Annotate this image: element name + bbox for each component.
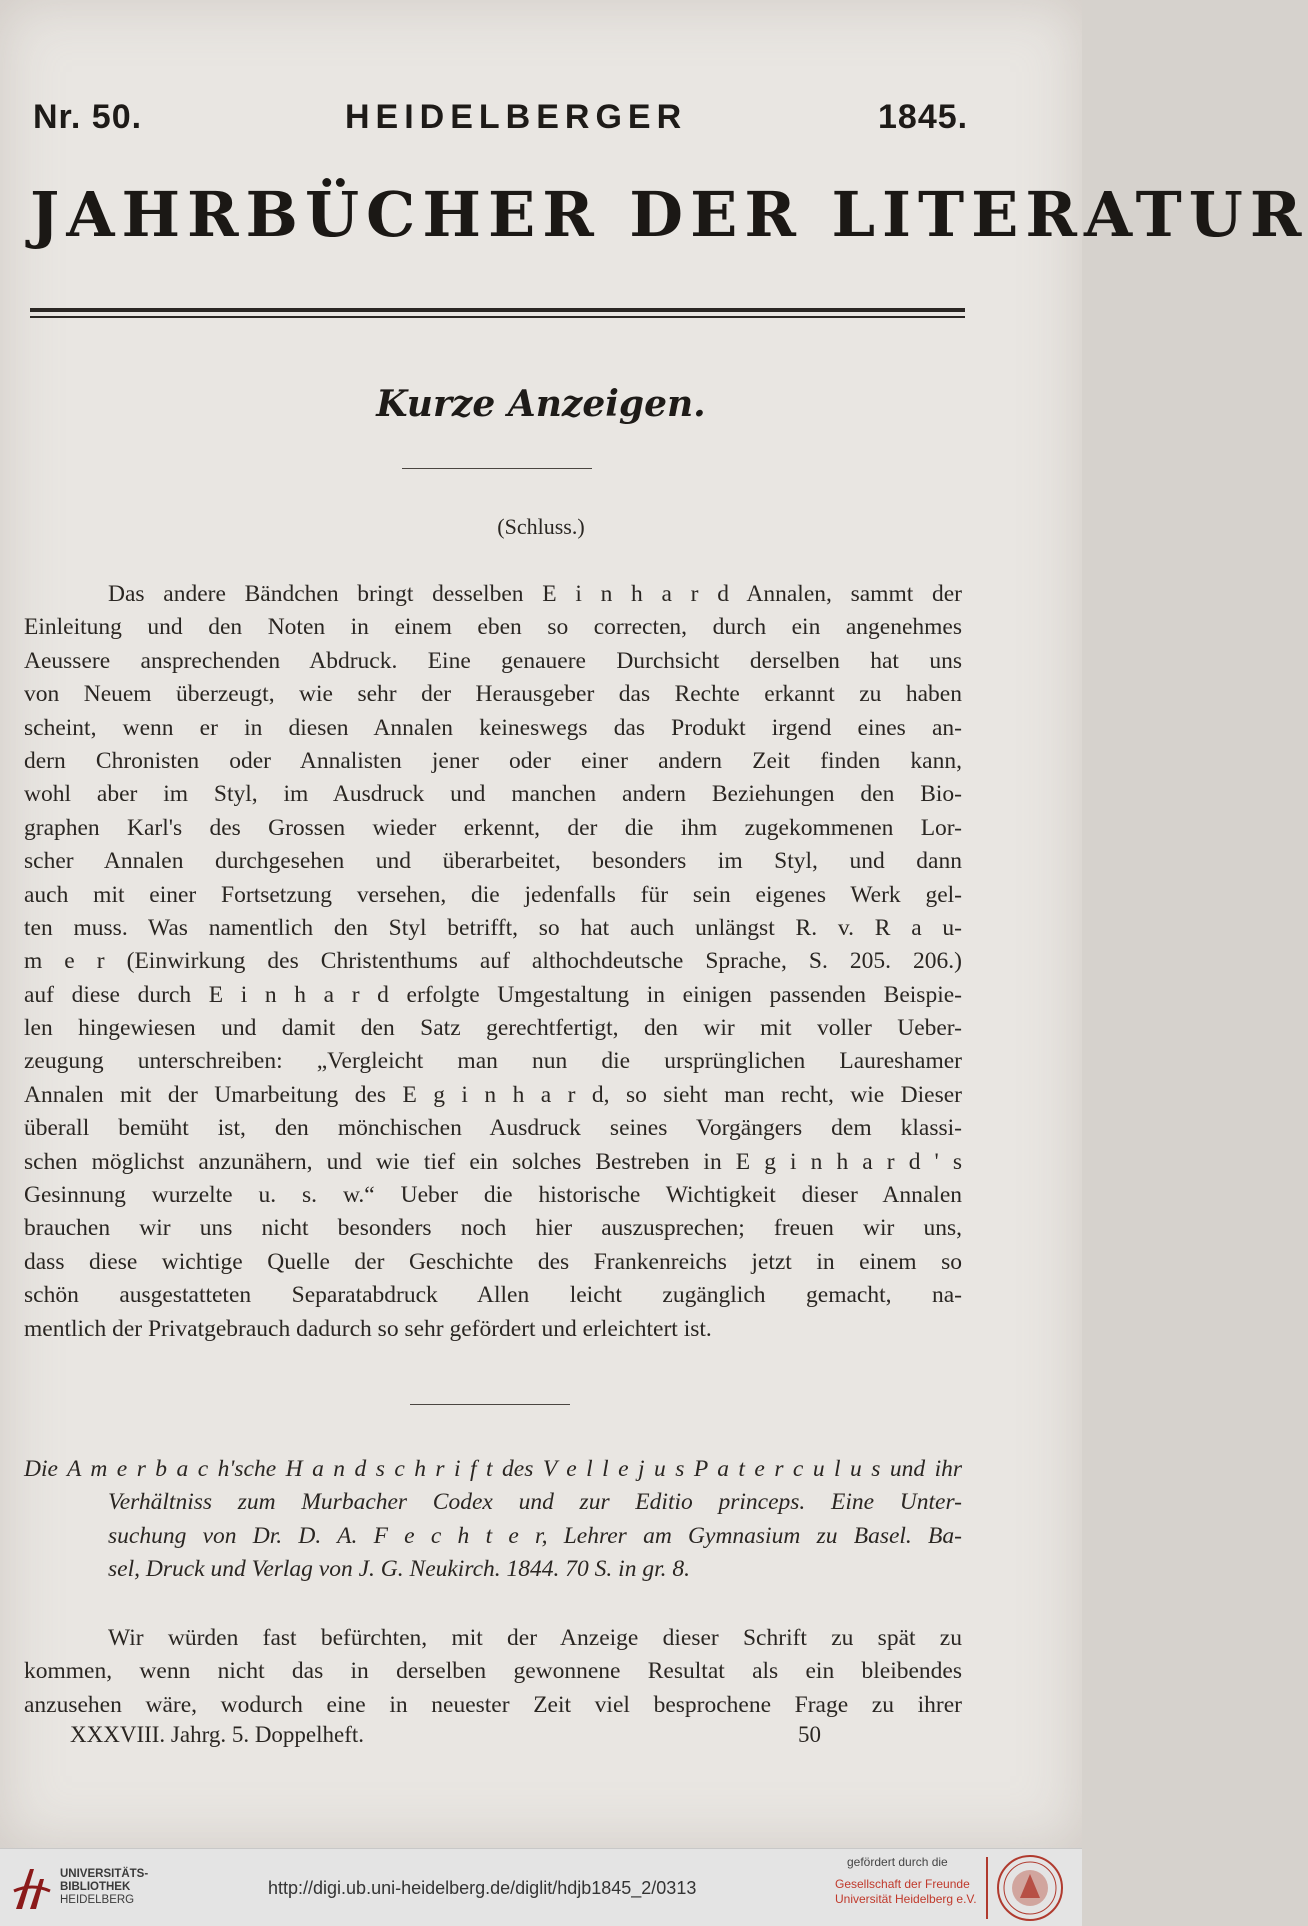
library-name-line: BIBLIOTHEK — [60, 1881, 131, 1893]
text-line: m e r (Einwirkung des Christenthums auf althochdeutsche Sprache, S. 205. 206.) — [24, 948, 962, 975]
text-line: graphen Karl's des Grossen wieder erkennt, der die ihm zugekommenen Lor- — [24, 814, 962, 841]
text-line: schen möglichst anzunähern, und wie tief ein solches Bestreben in E g i n h a r d ' s — [24, 1148, 962, 1175]
text-line: kommen, wenn nicht das in derselben gewonnene Resultat als ein bleibendes — [24, 1658, 962, 1685]
section-title: Kurze Anzeigen. — [376, 383, 706, 425]
text-line: schön ausgestatteten Separatabdruck Allen leicht zugänglich gemacht, na- — [24, 1282, 962, 1309]
viewer-footer-bar — [0, 1848, 1082, 1926]
library-name-line: UNIVERSITÄTS- — [60, 1868, 149, 1880]
text-line: überall bemüht ist, den mönchischen Ausdruck seines Vorgängers dem klassi- — [24, 1115, 962, 1142]
text-line: len hingewiesen und damit den Satz gerechtfertigt, den wir mit voller Ueber- — [24, 1015, 962, 1042]
text-line: Annalen mit der Umarbeitung des E g i n h a r d, so sieht man recht, wie Dieser — [24, 1081, 962, 1108]
text-line: auf diese durch E i n h a r d erfolgte Umgestaltung in einigen passenden Beispie- — [24, 981, 962, 1008]
section-divider — [402, 468, 592, 469]
text-line: Wir würden fast befürchten, mit der Anzeige dieser Schrift zu spät zu — [108, 1625, 962, 1651]
text-line: wohl aber im Styl, im Ausdruck und manchen andern Beziehungen den Bio- — [24, 781, 962, 808]
text-line: scher Annalen durchgesehen und überarbeitet, besonders im Styl, und dann — [24, 848, 962, 875]
text-line: Die A m e r b a c h'sche H a n d s c h r i f t des V e l l e j u s P a t e r c u l u s und ihr — [24, 1456, 962, 1482]
sheet-number: 50 — [798, 1722, 821, 1747]
issue-year: 1845. — [878, 98, 969, 136]
text-line: dern Chronisten oder Annalisten jener oder einer andern Zeit finden kann, — [24, 747, 962, 774]
text-line: suchung von Dr. D. A. F e c h t e r, Lehrer am Gymnasium zu Basel. Ba- — [108, 1522, 962, 1549]
permalink-url[interactable]: http://digi.ub.uni-heidelberg.de/diglit/hdjb1845_2/0313 — [268, 1878, 697, 1898]
text-line: brauchen wir uns nicht besonders noch hier auszusprechen; freuen wir uns, — [24, 1215, 962, 1242]
text-line: auch mit einer Fortsetzung versehen, die jedenfalls für sein eigenes Werk gel- — [24, 881, 962, 908]
text-line: Einleitung und den Noten in einem eben so correcten, durch ein angenehmes — [24, 614, 962, 641]
sponsor-link[interactable] — [835, 1877, 977, 1907]
university-seal-icon[interactable] — [996, 1854, 1064, 1922]
review-paragraph-2 — [24, 1622, 962, 1722]
text-line: Gesinnung wurzelte u. s. w.“ Ueber die historische Wichtigkeit dieser Annalen — [24, 1182, 962, 1209]
text-line: ten muss. Was namentlich den Styl betrifft, so hat auch unlängst R. v. R a u- — [24, 914, 962, 941]
text-line: zeugung unterschreiben: „Vergleicht man nun die ursprünglichen Laureshamer — [24, 1048, 962, 1075]
journal-masthead: JAHRBÜCHER DER LITERATUR — [30, 178, 1308, 251]
sheet-signature: XXXVIII. Jahrg. 5. Doppelheft. — [70, 1722, 365, 1747]
text-line: mentlich der Privatgebrauch dadurch so sehr gefördert und erleichtert ist. — [24, 1315, 712, 1342]
library-name-line: HEIDELBERG — [60, 1894, 135, 1906]
continuation-note: (Schluss.) — [497, 514, 585, 539]
text-line: von Neuem überzeugt, wie sehr der Herausgeber das Rechte erkannt zu haben — [24, 681, 962, 708]
university-library-logo-icon[interactable] — [12, 1865, 52, 1911]
masthead-rule-thick — [30, 308, 965, 312]
sponsor-name-line: Universität Heidelberg e.V. — [835, 1892, 977, 1906]
text-line: dass diese wichtige Quelle der Geschichte des Frankenreichs jetzt in einem so — [24, 1248, 962, 1275]
text-line: Das andere Bändchen bringt desselben E i n h a r d Annalen, sammt der — [108, 581, 962, 607]
issue-number: Nr. 50. — [33, 98, 143, 136]
review-divider — [410, 1404, 570, 1405]
text-line: Aeussere ansprechenden Abdruck. Eine genauere Durchsicht derselben hat uns — [24, 647, 962, 674]
text-line: anzusehen wäre, wodurch eine in neuester Zeit viel besprochene Frage zu ihrer — [24, 1691, 962, 1718]
sponsor-label: gefördert durch die — [847, 1855, 948, 1869]
series-name: HEIDELBERGER — [345, 98, 688, 136]
text-line: Verhältniss zum Murbacher Codex und zur Editio princeps. Eine Unter- — [108, 1489, 962, 1516]
masthead-rule-thin — [30, 316, 965, 318]
sponsor-divider — [986, 1857, 988, 1919]
text-line: sel, Druck und Verlag von J. G. Neukirch. 1844. 70 S. in gr. 8. — [108, 1556, 690, 1583]
review-paragraph-1 — [24, 578, 962, 1346]
library-name[interactable] — [60, 1868, 148, 1907]
text-line: scheint, wenn er in diesen Annalen keineswegs das Produkt irgend eines an- — [24, 714, 962, 741]
review-book-title — [24, 1453, 962, 1587]
sponsor-name-line: Gesellschaft der Freunde — [835, 1877, 970, 1891]
